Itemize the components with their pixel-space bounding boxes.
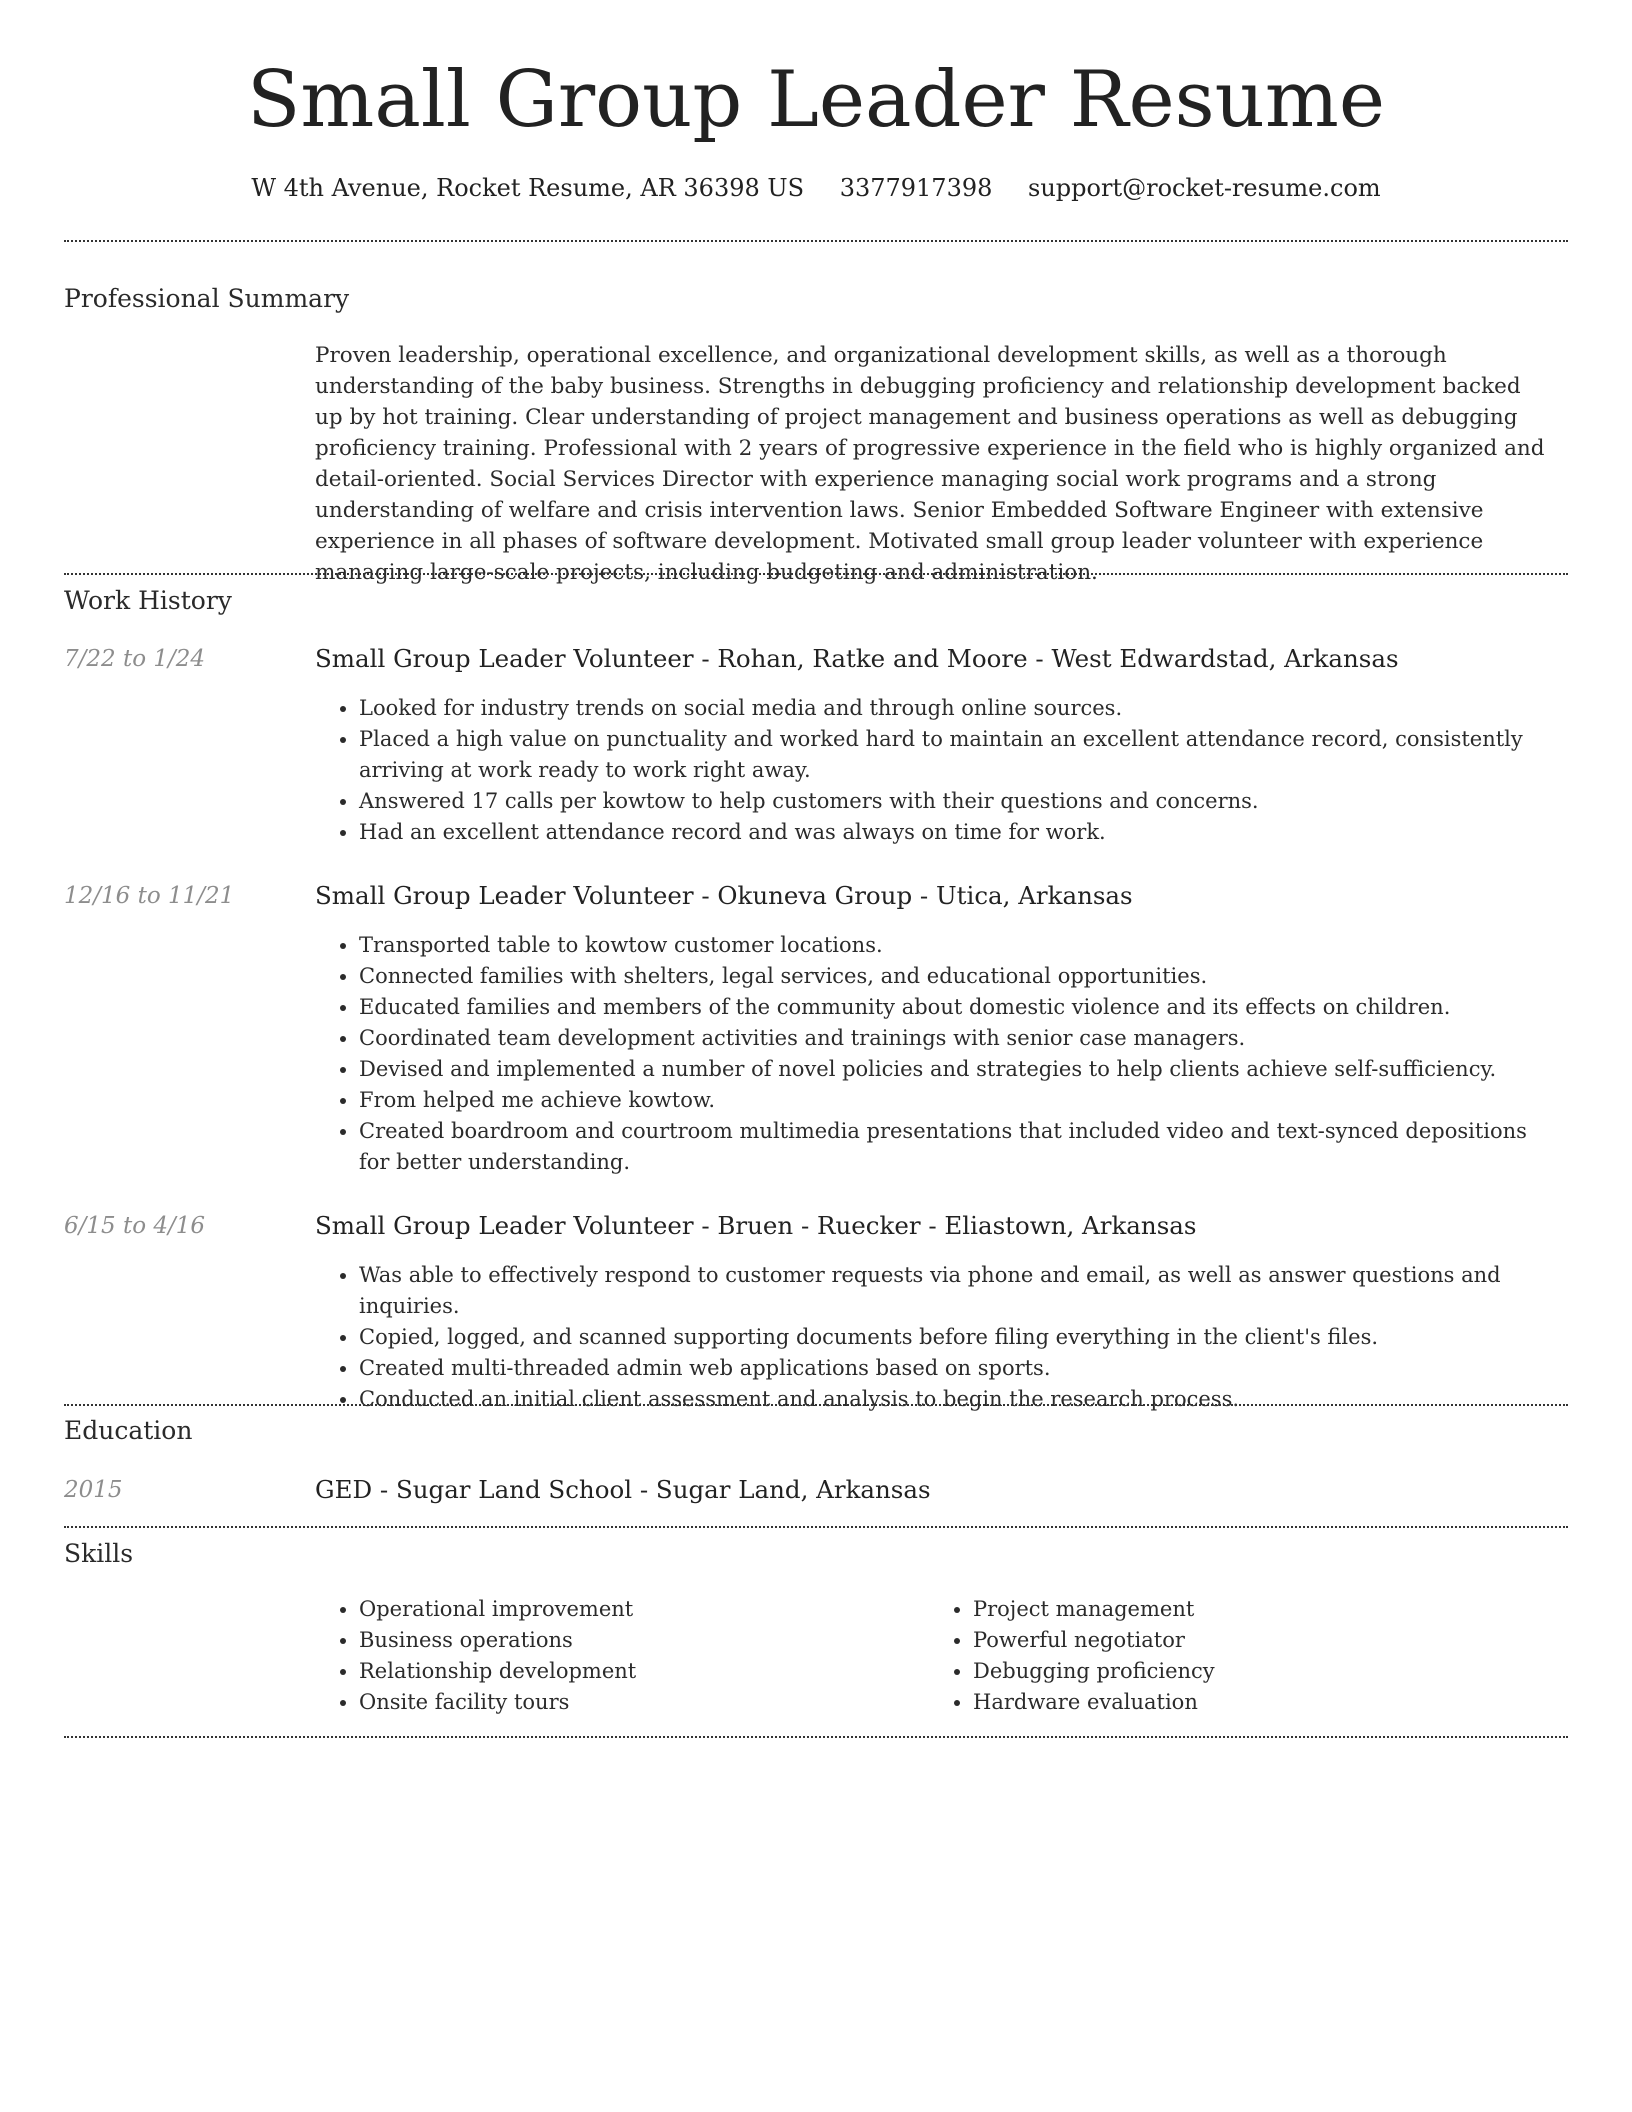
skill-item: • Onsite facility tours bbox=[359, 1687, 915, 1718]
summary-text: Proven leadership, operational excellence, and organizational development skills, as well as a thorough understanding of the baby business. Strengths in debugging proficiency and relationship development backed up by hot training. Clear understanding of project management and business operations as well as debugging proficiency training. Professional with 2 years of progressive experience in the field who is highly organized and detail-oriented. Social Services Director with experience managing social work programs and a strong understanding of welfare and crisis intervention laws. Senior Embedded Software Engineer with extensive experience in all phases of software development. Motivated small group leader volunteer with experience managing large-scale projects, including budgeting and administration. bbox=[315, 343, 1545, 585]
divider bbox=[64, 1736, 1568, 1738]
skill-item: • Project management bbox=[973, 1594, 1529, 1625]
job-title: Small Group Leader Volunteer - Bruen - Ruecker - Eliastown, Arkansas bbox=[315, 1211, 1197, 1240]
job-bullets bbox=[315, 930, 1560, 1178]
job-bullet: • Created boardroom and courtroom multimedia presentations that included video and text-synced depositions for better understanding. bbox=[359, 1116, 1560, 1178]
skill-item: • Business operations bbox=[359, 1625, 915, 1656]
divider bbox=[64, 1526, 1568, 1528]
job-bullet: • Was able to effectively respond to customer requests via phone and email, as well as answer questions and inquiries. bbox=[359, 1260, 1560, 1322]
contact-phone: 3377917398 bbox=[839, 174, 993, 202]
job-bullet: • Educated families and members of the community about domestic violence and its effects on children. bbox=[359, 992, 1560, 1023]
job-bullet: • Devised and implemented a number of novel policies and strategies to help clients achieve self-sufficiency. bbox=[359, 1054, 1560, 1085]
job-bullet: • Transported table to kowtow customer locations. bbox=[359, 930, 1560, 961]
job-bullet: • Coordinated team development activities and trainings with senior case managers. bbox=[359, 1023, 1560, 1054]
job-bullet: • Placed a high value on punctuality and worked hard to maintain an excellent attendance record, consistently arriving at work ready to work right away. bbox=[359, 724, 1560, 786]
skills-list-right bbox=[929, 1594, 1529, 1718]
job-bullet: • Created multi-threaded admin web applications based on sports. bbox=[359, 1353, 1560, 1384]
job-dates: 6/15 to 4/16 bbox=[64, 1213, 206, 1239]
section-title-skills: Skills bbox=[64, 1539, 134, 1568]
skill-item: • Relationship development bbox=[359, 1656, 915, 1687]
job-bullet: • Answered 17 calls per kowtow to help customers with their questions and concerns. bbox=[359, 786, 1560, 817]
job-title: Small Group Leader Volunteer - Rohan, Ratke and Moore - West Edwardstad, Arkansas bbox=[315, 644, 1399, 673]
job-bullet: • Looked for industry trends on social media and through online sources. bbox=[359, 693, 1560, 724]
skill-item: • Operational improvement bbox=[359, 1594, 915, 1625]
job-bullets bbox=[315, 1260, 1560, 1415]
skill-item: • Debugging proficiency bbox=[973, 1656, 1529, 1687]
divider bbox=[64, 573, 1568, 575]
job-bullet: • Had an excellent attendance record and was always on time for work. bbox=[359, 817, 1560, 848]
skill-item: • Powerful negotiator bbox=[973, 1625, 1529, 1656]
job-bullet: • Copied, logged, and scanned supporting documents before filing everything in the client's files. bbox=[359, 1322, 1560, 1353]
job-bullet: • Conducted an initial client assessment and analysis to begin the research process. bbox=[359, 1384, 1560, 1415]
contact-email: support@rocket-resume.com bbox=[1028, 174, 1381, 202]
skills-list-left bbox=[315, 1594, 915, 1718]
divider bbox=[64, 240, 1568, 242]
job-title: Small Group Leader Volunteer - Okuneva Group - Utica, Arkansas bbox=[315, 881, 1133, 910]
section-title-education: Education bbox=[64, 1416, 193, 1445]
job-bullets bbox=[315, 693, 1560, 848]
section-title-work-history: Work History bbox=[64, 586, 232, 615]
job-bullet: • Connected families with shelters, legal services, and educational opportunities. bbox=[359, 961, 1560, 992]
resume-title: Small Group Leader Resume bbox=[246, 55, 1385, 145]
job-dates: 12/16 to 11/21 bbox=[64, 883, 235, 909]
education-degree: GED - Sugar Land School - Sugar Land, Arkansas bbox=[315, 1475, 931, 1504]
job-bullet: • From helped me achieve kowtow. bbox=[359, 1085, 1560, 1116]
job-dates: 7/22 to 1/24 bbox=[64, 646, 206, 672]
section-title-summary: Professional Summary bbox=[64, 284, 350, 313]
education-year: 2015 bbox=[64, 1477, 123, 1503]
contact-line bbox=[0, 172, 1632, 204]
skill-item: • Hardware evaluation bbox=[973, 1687, 1529, 1718]
contact-address: W 4th Avenue, Rocket Resume, AR 36398 US bbox=[251, 174, 805, 202]
divider bbox=[64, 1404, 1568, 1406]
